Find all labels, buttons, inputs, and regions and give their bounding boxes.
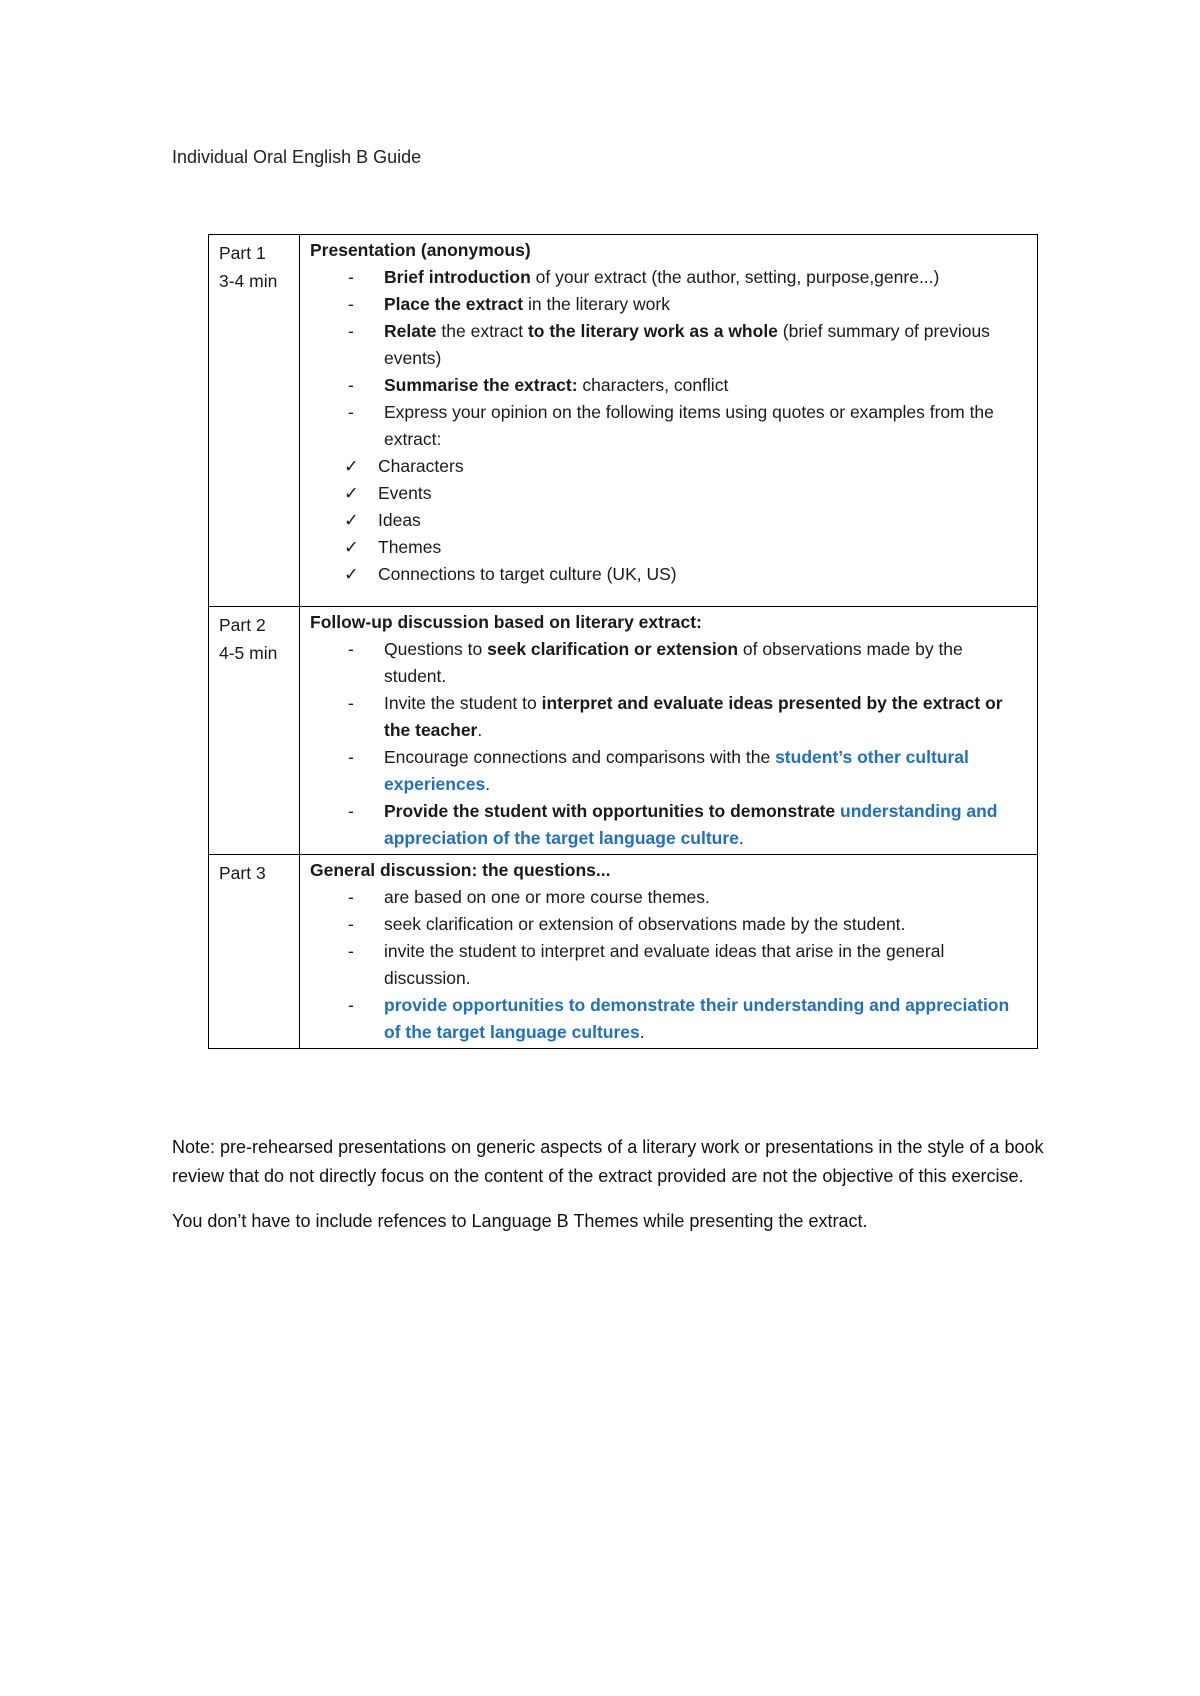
content-cell bbox=[300, 235, 1038, 607]
themes-note: You don’t have to include refences to Language B Themes while presenting the extract. bbox=[172, 1211, 868, 1231]
dash-icon: - bbox=[348, 801, 354, 821]
page-title: Individual Oral English B Guide bbox=[172, 147, 422, 167]
dash-icon: - bbox=[348, 294, 354, 314]
check-item: ✓ Characters bbox=[344, 453, 1029, 480]
list-item: - Provide the student with opportunities to demonstrate understanding and appreciation of the target language culture. bbox=[348, 798, 1029, 852]
part-label: Part 3 bbox=[219, 863, 266, 883]
table-row bbox=[209, 235, 1038, 607]
list-item: - Place the extract in the literary work bbox=[348, 291, 1029, 318]
check-item: ✓ Themes bbox=[344, 534, 1029, 561]
dash-list bbox=[310, 636, 1029, 852]
part-time: 3-4 min bbox=[219, 271, 278, 291]
dash-icon: - bbox=[348, 914, 354, 934]
list-item: - Express your opinion on the following items using quotes or examples from the extract: bbox=[348, 399, 1029, 453]
part-label: Part 1 bbox=[219, 243, 266, 263]
check-item: ✓ Connections to target culture (UK, US) bbox=[344, 561, 1029, 588]
dash-icon: - bbox=[348, 402, 354, 422]
checkmark-icon: ✓ bbox=[344, 510, 359, 530]
table-row bbox=[209, 855, 1038, 1049]
dash-icon: - bbox=[348, 995, 354, 1015]
dash-icon: - bbox=[348, 267, 354, 287]
list-item: - provide opportunities to demonstrate their understanding and appreciation of the target language cultures. bbox=[348, 992, 1029, 1046]
checkmark-icon: ✓ bbox=[344, 456, 359, 476]
list-item: - Questions to seek clarification or extension of observations made by the student. bbox=[348, 636, 1029, 690]
table-row bbox=[209, 607, 1038, 855]
list-item: - Invite the student to interpret and evaluate ideas presented by the extract or the teacher. bbox=[348, 690, 1029, 744]
list-item: - Relate the extract to the literary work as a whole (brief summary of previous events) bbox=[348, 318, 1029, 372]
part-cell bbox=[209, 235, 300, 607]
list-item: - Encourage connections and comparisons with the student’s other cultural experiences. bbox=[348, 744, 1029, 798]
note-text: pre-rehearsed presentations on generic aspects of a literary work or presentations in the style of a book review that do not directly focus on the content of the extract provided are not the objective of this exercise. bbox=[172, 1137, 1044, 1186]
list-item: - invite the student to interpret and evaluate ideas that arise in the general discussion. bbox=[348, 938, 1029, 992]
part-label: Part 2 bbox=[219, 615, 266, 635]
check-list bbox=[310, 453, 1029, 588]
dash-icon: - bbox=[348, 375, 354, 395]
part-cell bbox=[209, 607, 300, 855]
check-item: ✓ Events bbox=[344, 480, 1029, 507]
dash-icon: - bbox=[348, 321, 354, 341]
dash-icon: - bbox=[348, 693, 354, 713]
list-item: - seek clarification or extension of observations made by the student. bbox=[348, 911, 1029, 938]
section-title: Presentation (anonymous) bbox=[310, 240, 531, 260]
dash-icon: - bbox=[348, 941, 354, 961]
checkmark-icon: ✓ bbox=[344, 483, 359, 503]
guide-table bbox=[208, 234, 1038, 1049]
dash-icon: - bbox=[348, 887, 354, 907]
part-cell bbox=[209, 855, 300, 1049]
dash-icon: - bbox=[348, 639, 354, 659]
dash-icon: - bbox=[348, 747, 354, 767]
section-title: General discussion: the questions... bbox=[310, 860, 611, 880]
list-item: - Summarise the extract: characters, conflict bbox=[348, 372, 1029, 399]
checkmark-icon: ✓ bbox=[344, 537, 359, 557]
list-item: - are based on one or more course themes. bbox=[348, 884, 1029, 911]
dash-list bbox=[310, 264, 1029, 453]
checkmark-icon: ✓ bbox=[344, 564, 359, 584]
part-time: 4-5 min bbox=[219, 643, 278, 663]
note-paragraph bbox=[172, 1133, 1052, 1191]
notes-section bbox=[172, 1133, 1052, 1252]
section-title: Follow-up discussion based on literary extract: bbox=[310, 612, 702, 632]
check-item: ✓ Ideas bbox=[344, 507, 1029, 534]
list-item: - Brief introduction of your extract (the author, setting, purpose,genre...) bbox=[348, 264, 1029, 291]
note-label: Note: bbox=[172, 1137, 216, 1157]
content-cell bbox=[300, 607, 1038, 855]
dash-list bbox=[310, 884, 1029, 1046]
content-cell bbox=[300, 855, 1038, 1049]
